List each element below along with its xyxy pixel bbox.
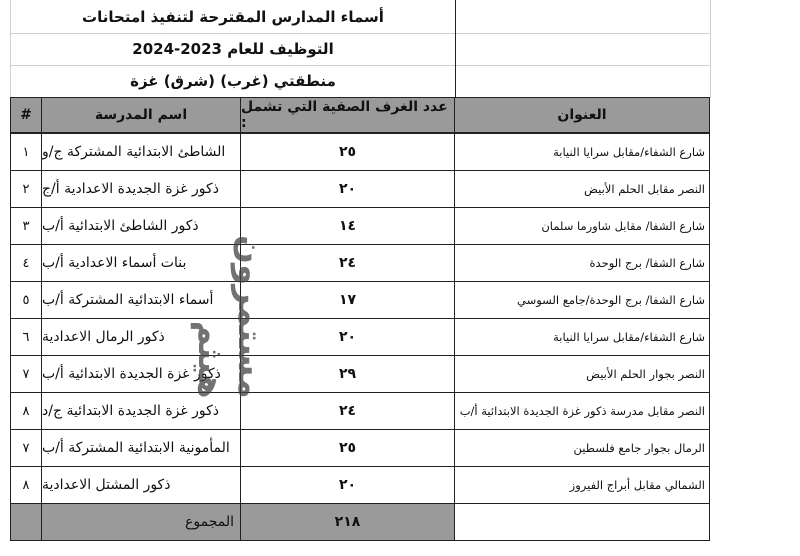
- school-address: شارع الشفا/ مقابل شاورما سلمان: [454, 207, 710, 245]
- row-number: ٦: [10, 318, 42, 356]
- room-count: ٢٩: [240, 355, 455, 393]
- row-number: ٣: [10, 207, 42, 245]
- school-name: أسماء الابتدائية المشتركة أ/ب: [41, 281, 241, 319]
- school-name: ذكور غزة الجديدة الاعدادية أ/ج: [41, 170, 241, 208]
- school-name: ذكور المشتل الاعدادية: [41, 466, 241, 504]
- school-name: ذكور غزة الجديدة الابتدائية ج/د: [41, 392, 241, 430]
- school-address: الشمالي مقابل أبراج الفيروز: [454, 466, 710, 504]
- total-num-cell: [10, 503, 42, 541]
- title-line-2: التوظيف للعام 2023-2024: [10, 33, 456, 66]
- school-address: شارع الشفا/ برج الوحدة: [454, 244, 710, 282]
- school-address: النصر مقابل الحلم الأبيض: [454, 170, 710, 208]
- school-name: ذكور غزة الجديدة الابتدائية أ/ب: [41, 355, 241, 393]
- row-number: ٧: [10, 429, 42, 467]
- row-number: ٨: [10, 392, 42, 430]
- school-name: الشاطئ الابتدائية المشتركة ج/و: [41, 133, 241, 171]
- total-value: ٢١٨: [240, 503, 455, 541]
- row-number: ٥: [10, 281, 42, 319]
- title-side-cell: [454, 65, 711, 98]
- row-number: ٢: [10, 170, 42, 208]
- title-line-3: منطقتي (غرب) (شرق) غزة: [10, 65, 456, 98]
- row-number: ١: [10, 133, 42, 171]
- school-name: ذكور الشاطئ الابتدائية أ/ب: [41, 207, 241, 245]
- row-number: ٤: [10, 244, 42, 282]
- header-address: العنوان: [454, 97, 710, 133]
- school-address: شارع الشفاء/مقابل سرايا النيابة: [454, 133, 710, 171]
- total-address-cell: [454, 503, 710, 541]
- header-num: #: [10, 97, 42, 133]
- watermark-line-2: هيثم: [190, 320, 230, 399]
- header-school: اسم المدرسة: [41, 97, 241, 133]
- school-address: شارع الشفا/ برج الوحدة/جامع السوسي: [454, 281, 710, 319]
- row-number: ٨: [10, 466, 42, 504]
- title-side-cell: [454, 33, 711, 66]
- school-address: الرمال بجوار جامع فلسطين: [454, 429, 710, 467]
- total-label: المجموع: [41, 503, 241, 541]
- school-name: المأمونية الابتدائية المشتركة أ/ب: [41, 429, 241, 467]
- row-number: ٧: [10, 355, 42, 393]
- room-count: ٢٠: [240, 170, 455, 208]
- room-count: ٢٤: [240, 392, 455, 430]
- room-count: ١٤: [240, 207, 455, 245]
- header-rooms: عدد الغرف الصفية التي تشمل :: [240, 97, 455, 133]
- school-address: النصر بجوار الحلم الأبيض: [454, 355, 710, 393]
- title-side-cell: [454, 0, 711, 34]
- school-name: ذكور الرمال الاعدادية: [41, 318, 241, 356]
- room-count: ٢٤: [240, 244, 455, 282]
- title-line-1: أسماء المدارس المقترحة لتنفيذ امتحانات: [10, 0, 456, 34]
- school-address: شارع الشفاء/مقابل سرايا النيابة: [454, 318, 710, 356]
- watermark: [190, 235, 270, 399]
- school-address: النصر مقابل مدرسة ذكور غزة الجديدة الابتدائية أ/ب: [454, 392, 710, 430]
- room-count: ١٧: [240, 281, 455, 319]
- room-count: ٢٠: [240, 466, 455, 504]
- watermark-line-1: مستمرون: [230, 235, 270, 399]
- room-count: ٢٠: [240, 318, 455, 356]
- school-name: بنات أسماء الاعدادية أ/ب: [41, 244, 241, 282]
- room-count: ٢٥: [240, 133, 455, 171]
- room-count: ٢٥: [240, 429, 455, 467]
